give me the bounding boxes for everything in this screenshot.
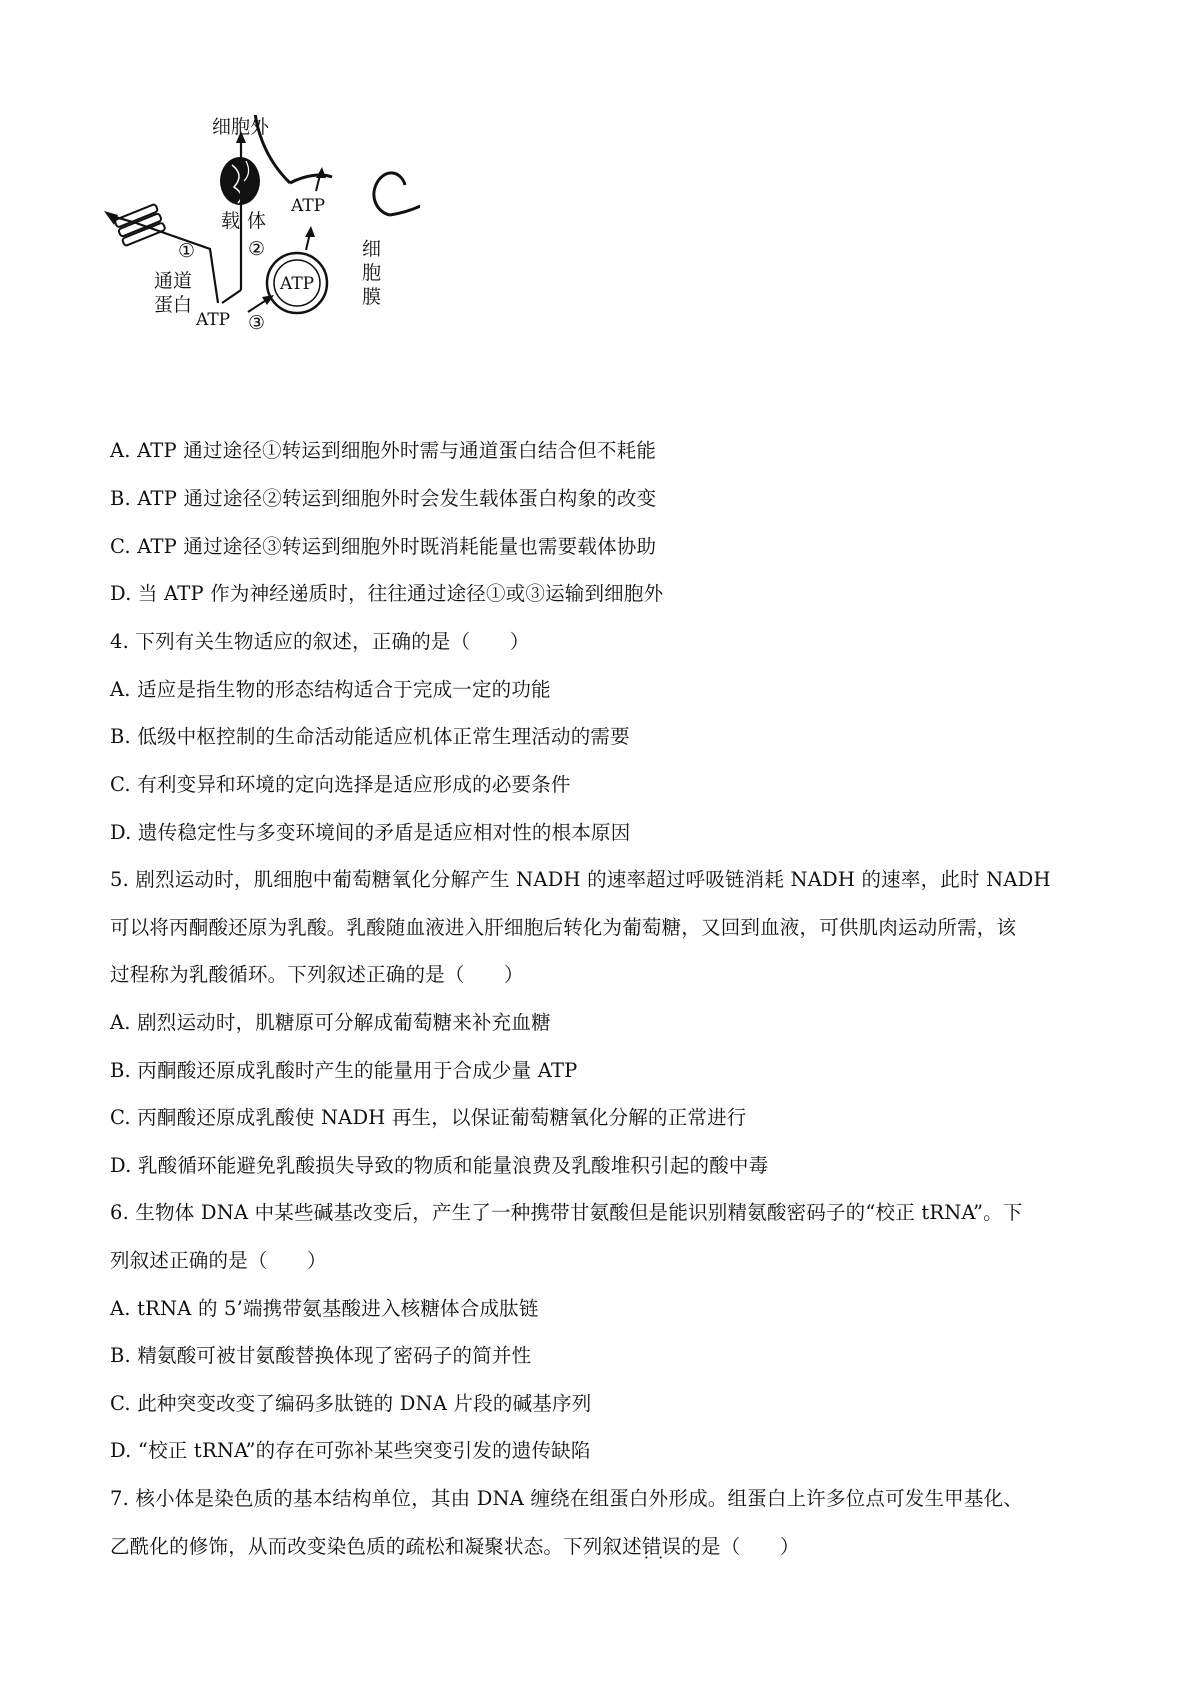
membrane-label-1: 细 [362,238,382,260]
q4-option-d: D. 遗传稳定性与多变环境间的矛盾是适应相对性的根本原因 [110,821,631,844]
q7-stem-1: 7. 核小体是染色质的基本结构单位，其由 DNA 缠绕在组蛋白外形成。组蛋白上许多位点可发生甲基化、 [110,1487,1023,1510]
q5-option-d: D. 乳酸循环能避免乳酸损失导致的物质和能量浪费及乳酸堆积引起的酸中毒 [110,1154,769,1177]
q7-stem-2-before: 乙酰化的修饰，从而改变染色质的疏松和凝聚状态。下列叙述 [110,1535,642,1558]
atp-released: ATP [291,196,326,216]
channel-label-1: 通道 [154,270,193,292]
q6-stem-2: 列叙述正确的是（ ） [110,1249,327,1272]
path-1-marker: ① [178,240,196,262]
carrier-label-1: 载 [221,210,241,232]
q6-option-d: D. “校正 tRNA”的存在可弥补某些突变引发的遗传缺陷 [110,1439,591,1462]
outside-label: 细胞外 [212,116,270,138]
q4-option-a: A. 适应是指生物的形态结构适合于完成一定的功能 [110,678,551,701]
atp-vesicle: ATP [280,274,315,294]
q3-option-c: C. ATP 通过途径③转运到细胞外时既消耗能量也需要载体协助 [110,535,657,558]
cell-diagram-svg [100,115,420,415]
membrane-label-3: 膜 [362,286,382,308]
q6-stem-1: 6. 生物体 DNA 中某些碱基改变后，产生了一种携带甘氨酸但是能识别精氨酸密码子的“校正 tRNA”。下 [110,1201,1023,1224]
q6-option-a: A. tRNA 的 5’端携带氨基酸进入核糖体合成肽链 [110,1297,539,1320]
q5-stem-2: 可以将丙酮酸还原为乳酸。乳酸随血液进入肝细胞后转化为葡萄糖，又回到血液，可供肌肉运动所需，该 [110,916,1017,939]
path-2-marker: ② [248,238,266,260]
q4-stem: 4. 下列有关生物适应的叙述，正确的是（ ） [110,630,530,653]
q5-stem-3: 过程称为乳酸循环。下列叙述正确的是（ ） [110,963,524,986]
cell-diagram [100,115,420,415]
q5-option-b: B. 丙酮酸还原成乳酸时产生的能量用于合成少量 ATP [110,1059,578,1082]
q4-option-b: B. 低级中枢控制的生命活动能适应机体正常生理活动的需要 [110,725,630,748]
q7-stem-2 [110,1533,800,1561]
q3-option-d: D. 当 ATP 作为神经递质时，往往通过途径①或③运输到细胞外 [110,582,664,605]
q3-option-a: A. ATP 通过途径①转运到细胞外时需与通道蛋白结合但不耗能 [110,439,657,462]
exocytosis-pocket [374,173,405,215]
q7-stem-2-after: 的是（ ） [681,1535,800,1558]
q6-option-b: B. 精氨酸可被甘氨酸替换体现了密码子的简并性 [110,1344,532,1367]
q5-stem-1: 5. 剧烈运动时，肌细胞中葡萄糖氧化分解产生 NADH 的速率超过呼吸链消耗 NADH 的速率，此时 NADH [110,868,1051,891]
path-3-marker: ③ [248,312,266,334]
q5-option-a: A. 剧烈运动时，肌糖原可分解成葡萄糖来补充血糖 [110,1011,551,1034]
q4-option-c: C. 有利变异和环境的定向选择是适应形成的必要条件 [110,773,571,796]
q6-option-c: C. 此种突变改变了编码多肽链的 DNA 片段的碱基序列 [110,1392,592,1415]
carrier-label-2: 体 [247,210,267,232]
q5-option-c: C. 丙酮酸还原成乳酸使 NADH 再生，以保证葡萄糖氧化分解的正常进行 [110,1106,747,1129]
cell-membrane [254,115,420,215]
q3-option-b: B. ATP 通过途径②转运到细胞外时会发生载体蛋白构象的改变 [110,487,657,510]
membrane-label-2: 胞 [362,262,382,284]
channel-label-2: 蛋白 [154,294,193,316]
atp-inside: ATP [196,310,231,330]
q7-emphasis: 错误 · · [642,1535,681,1558]
